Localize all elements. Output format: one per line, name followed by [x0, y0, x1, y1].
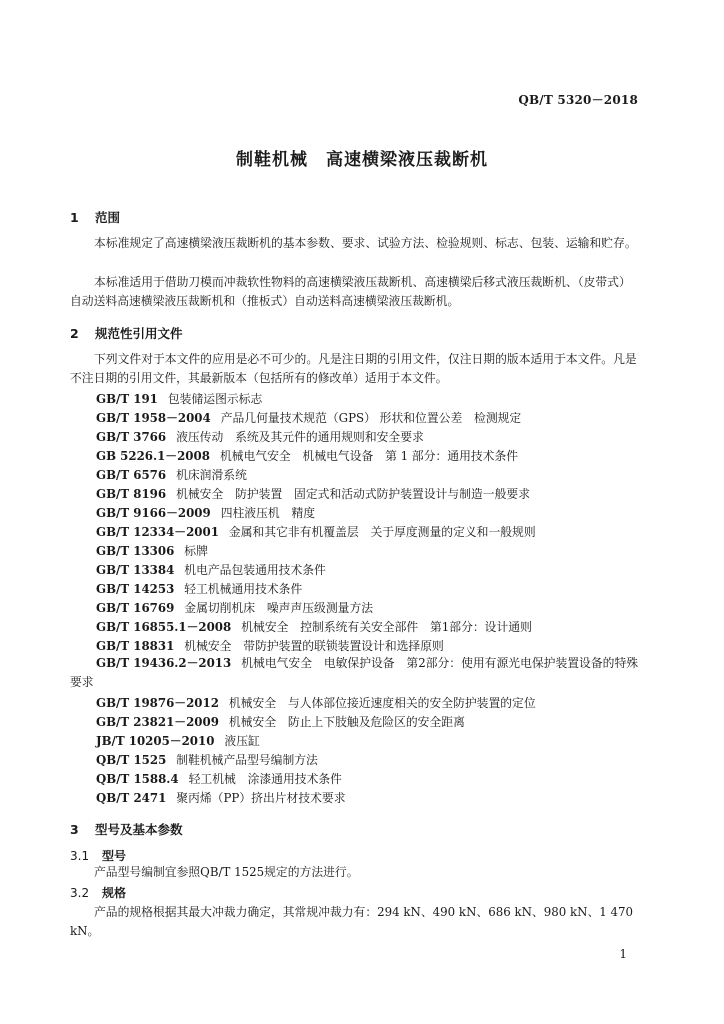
reference-item: [96, 637, 444, 654]
reference-title: 机械安全 控制系统有关安全部件 第1部分：设计通则: [241, 620, 532, 634]
page-number: 1: [619, 947, 627, 961]
reference-item: [96, 390, 262, 407]
reference-item: [96, 428, 424, 445]
reference-item: [96, 694, 536, 711]
reference-title: 机械安全 防护装置 固定式和活动式防护装置设计与制造一般要求: [176, 487, 530, 501]
subsection-number: 3.2: [70, 886, 90, 900]
reference-code: QB/T 2471: [96, 791, 167, 805]
document-title: 制鞋机械 高速横梁液压裁断机: [236, 150, 488, 170]
section-heading-models-parameters: [70, 820, 183, 838]
reference-code: GB/T 13384: [96, 563, 175, 577]
reference-item: [96, 485, 530, 502]
reference-code: GB/T 9166－2009: [96, 506, 211, 520]
reference-item: [96, 580, 302, 597]
section-number: 1: [70, 210, 79, 225]
reference-code: GB/T 14253: [96, 582, 175, 596]
subsection-number: 3.1: [70, 849, 90, 863]
references-intro: 下列文件对于本文件的应用是必不可少的。凡是注日期的引用文件，仅注日期的版本适用于本文件。凡是不注日期的引用文件，其最新版本（包括所有的修改单）适用于本文件。: [70, 352, 637, 385]
reference-code: GB/T 23821－2009: [96, 715, 219, 729]
reference-title: 机械安全 带防护装置的联锁装置设计和选择原则: [184, 639, 444, 653]
reference-title: 机械安全 防止上下肢触及危险区的安全距离: [228, 715, 465, 729]
reference-code: GB/T 1958－2004: [96, 411, 211, 425]
section-title: 型号及基本参数: [95, 822, 183, 837]
reference-code: QB/T 1588.4: [96, 772, 179, 786]
reference-title: 机械安全 与人体部位接近速度相关的安全防护装置的定位: [228, 696, 536, 710]
scope-paragraph-2: 本标准适用于借助刀模而冲裁软性物料的高速横梁液压裁断机、高速横梁后移式液压裁断机、（皮带式）自动送料高速横梁液压裁断机和（推板式）自动送料高速横梁液压裁断机。: [70, 275, 631, 308]
reference-code: GB/T 8196: [96, 487, 167, 501]
subsection-title: 型号: [102, 849, 127, 863]
reference-code: GB/T 13306: [96, 544, 175, 558]
reference-title: 四柱液压机 精度: [220, 506, 316, 520]
reference-code: JB/T 10205－2010: [96, 734, 215, 748]
reference-title: 金属切削机床 噪声声压级测量方法: [184, 601, 374, 615]
reference-title: 产品几何量技术规范（GPS） 形状和位置公差 检测规定: [220, 411, 522, 425]
reference-code: GB/T 19876－2012: [96, 696, 219, 710]
reference-title: 机械电气安全 电敏保护设备 第2部分：使用有源光电保护装置设备的特殊要求: [70, 656, 639, 689]
reference-code: GB/T 3766: [96, 430, 167, 444]
scope-paragraph-1: 本标准规定了高速横梁液压裁断机的基本参数、要求、试验方法、检验规则、标志、包装、运输和贮存。: [94, 236, 637, 250]
reference-item: [96, 409, 521, 426]
reference-title: 包装储运图示标志: [167, 392, 263, 406]
reference-item: [96, 770, 342, 787]
reference-title: 轻工机械通用技术条件: [184, 582, 303, 596]
reference-title: 金属和其它非有机覆盖层 关于厚度测量的定义和一般规则: [228, 525, 536, 539]
section-number: 2: [70, 326, 79, 341]
reference-item: [96, 447, 518, 464]
subsection-title: 规格: [102, 886, 127, 900]
section-heading-scope: [70, 208, 120, 226]
reference-title: 液压缸: [224, 734, 260, 748]
reference-title: 机电产品包装通用技术条件: [184, 563, 326, 577]
reference-item: [96, 523, 536, 540]
reference-title: 液压传动 系统及其元件的通用规则和安全要求: [176, 430, 424, 444]
section-title: 范围: [95, 210, 121, 225]
reference-code: GB/T 12334－2001: [96, 525, 219, 539]
specification-paragraph: 产品的规格根据其最大冲裁力确定，其常规冲裁力有：294 kN、490 kN、686 kN、980 kN、1 470 kN。: [70, 905, 634, 938]
section-heading-normative-references: [70, 324, 183, 342]
reference-title: 聚丙烯（PP）挤出片材技术要求: [176, 791, 346, 805]
section-number: 3: [70, 822, 79, 837]
reference-item: [96, 751, 318, 768]
section-title: 规范性引用文件: [95, 326, 183, 341]
reference-item: [96, 732, 260, 749]
reference-item: [96, 542, 208, 559]
reference-code: GB/T 16769: [96, 601, 175, 615]
reference-code: GB/T 18831: [96, 639, 175, 653]
reference-item: [96, 466, 247, 483]
reference-item: [96, 504, 315, 521]
reference-code: GB 5226.1－2008: [96, 449, 210, 463]
model-paragraph: 产品型号编制宜参照QB/T 1525规定的方法进行。: [94, 865, 359, 879]
subsection-heading-specification: [70, 884, 126, 901]
reference-title: 机械电气安全 机械电气设备 第 1 部分：通用技术条件: [219, 449, 519, 463]
reference-code: GB/T 19436.2－2013: [96, 656, 232, 670]
reference-title: 机床润滑系统: [176, 468, 247, 482]
reference-code: GB/T 6576: [96, 468, 167, 482]
reference-code: GB/T 16855.1－2008: [96, 620, 232, 634]
subsection-heading-model: [70, 847, 126, 864]
reference-item: [70, 654, 640, 692]
reference-title: 制鞋机械产品型号编制方法: [176, 753, 318, 767]
reference-title: 轻工机械 涂漆通用技术条件: [188, 772, 342, 786]
reference-code: GB/T 191: [96, 392, 158, 406]
standard-code: QB/T 5320－2018: [518, 93, 638, 107]
reference-item: [96, 713, 465, 730]
reference-title: 标牌: [184, 544, 208, 558]
reference-item: [96, 789, 346, 806]
reference-item: [96, 599, 373, 616]
reference-item: [96, 561, 326, 578]
reference-code: QB/T 1525: [96, 753, 167, 767]
reference-item: [96, 618, 532, 635]
